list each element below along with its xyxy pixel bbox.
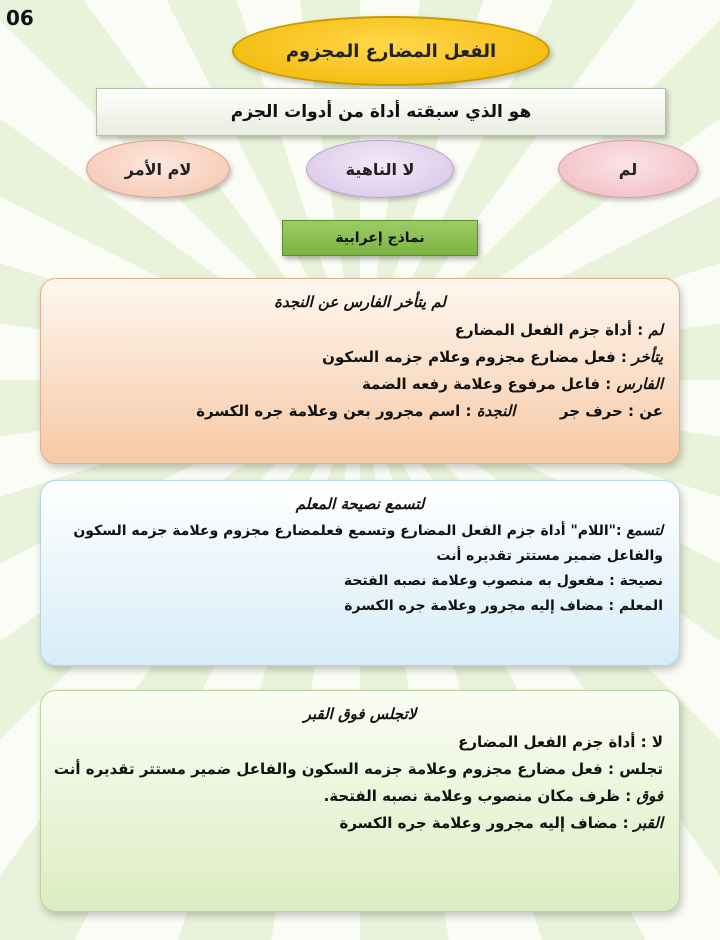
parsed-word: نصيحة [619,573,663,589]
parse-text: : مضاف إليه مجرور وعلامة جره الكسرة [339,814,629,832]
parse-text: : فعل مضارع مجزوم وعلامة جزمه السكون والفاعل ضمير مستتر تقديره أنت [53,760,614,778]
definition-box: هو الذي سبقته أداة من أدوات الجزم [96,88,666,136]
parse-text: : مضاف إليه مجرور وعلامة جره الكسرة [344,598,615,614]
parsed-word: فوق [636,787,663,805]
example-card-1 [40,278,680,464]
parse-text: : فعل مضارع مجزوم وعلام جزمه السكون [322,348,627,366]
parse-line [41,756,679,783]
parse-text: : أداة جزم الفعل المضارع [458,733,647,751]
parse-line [41,317,679,344]
parsed-word: تجلس [619,760,663,778]
parse-line [41,398,679,425]
parsed-word: يتأخر [632,348,663,366]
example-sentence: لم يتأخر الفارس عن النجدة [274,293,446,311]
example-card-3 [40,690,680,912]
parse-text: :"اللام" أداة جزم الفعل المضارع وتسمع فعلمضارع مجزوم وعلامة جزمه السكون والفاعل ضمير مستتر تقديره أنت [73,523,663,564]
parsed-word: النجدة [476,402,516,420]
parse-line [41,569,679,594]
parse-text: : اسم مجرور بعن وعلامة جره الكسرة [196,402,472,420]
parse-text: : فاعل مرفوع وعلامة رفعه الضمة [361,375,612,393]
parse-line [41,519,679,569]
parse-text: : أداة جزم الفعل المضارع [454,321,644,339]
tool-lam-amr: لام الأمر [86,140,230,198]
parsed-word: القبر [633,814,663,832]
page-title: الفعل المضارع المجزوم [232,16,550,86]
examples-label: نماذج إعرابية [282,220,478,256]
parsed-word: لا [651,733,663,751]
parsed-word: عن [639,402,663,420]
tool-lam: لم [558,140,698,198]
tool-la-nahiya: لا الناهية [306,140,454,198]
parse-line [41,594,679,619]
example-card-2 [40,480,680,666]
parse-line [41,783,679,810]
parse-line [41,371,679,398]
parsed-word: لم [648,321,663,339]
parsed-word: الفارس [616,375,663,393]
example-sentence: لتسمع نصيحة المعلم [295,495,425,513]
parsed-word: المعلم [618,598,663,614]
parse-text: : ظرف مكان منصوب وعلامة نصبه الفتحة. [323,787,632,805]
parse-text: : مفعول به منصوب وعلامة نصبه الفتحة [343,573,615,589]
parsed-word: لتسمع [626,523,663,539]
parse-text: : حرف جر [559,402,635,420]
parse-line [41,344,679,371]
example-sentence: لاتجلس فوق القبر [303,705,417,723]
parse-line [41,810,679,837]
parse-line [41,729,679,756]
page-number: 06 [6,6,34,30]
